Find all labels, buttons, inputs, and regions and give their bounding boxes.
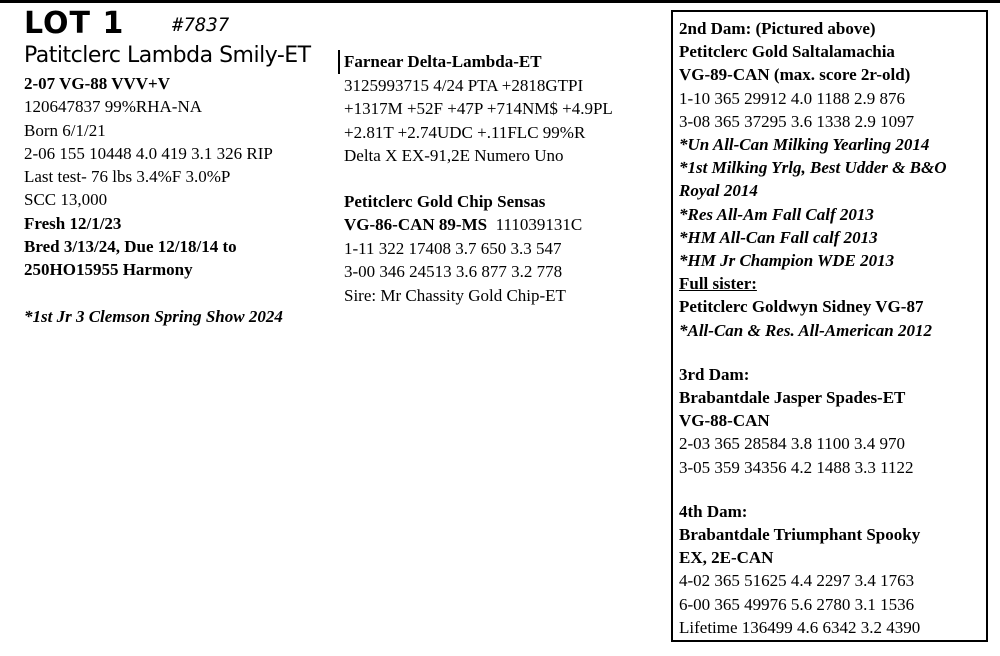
second-dam-award: *1st Milking Yrlg, Best Udder & B&O [679, 158, 947, 178]
spacer [24, 282, 344, 305]
birth-date-line: Born 6/1/21 [24, 120, 106, 140]
service-sire-line: 250HO15955 Harmony [24, 260, 193, 280]
lot-header [24, 6, 344, 40]
full-sister-label: Full sister: [679, 274, 757, 294]
fourth-dam-record: 4-02 365 51625 4.4 2297 3.4 1763 [679, 571, 915, 591]
full-sister-name: Petitclerc Goldwyn Sidney VG-87 [679, 297, 924, 317]
bred-line: Bred 3/13/24, Due 12/18/14 to [24, 237, 237, 257]
third-dam-name: Brabantdale Jasper Spades-ET [679, 388, 906, 408]
spacer [344, 168, 664, 190]
production-record-line: 2-06 155 10448 4.0 419 3.1 326 RIP [24, 143, 273, 163]
lot-title: LOT 1 [24, 6, 125, 41]
fresh-date-line: Fresh 12/1/23 [24, 213, 122, 233]
second-dam-award: *Un All-Can Milking Yearling 2014 [679, 135, 930, 155]
third-dam-record: 3-05 359 34356 4.2 1488 3.3 1122 [679, 457, 914, 477]
second-dam-award: *HM Jr Champion WDE 2013 [679, 251, 895, 271]
top-rule [0, 0, 1000, 3]
fourth-dam-classification: EX, 2E-CAN [679, 548, 774, 568]
second-dam-record: 1-10 365 29912 4.0 1188 2.9 876 [679, 88, 906, 108]
second-dam-award: *Res All-Am Fall Calf 2013 [679, 204, 874, 224]
lot-info-column [24, 6, 344, 328]
second-dam-classification: VG-89-CAN (max. score 2r-old) [679, 65, 911, 85]
sire-proof-line: 3125993715 4/24 PTA +2818GTPI [344, 75, 584, 95]
fourth-dam-header: 4th Dam: [679, 501, 748, 521]
second-dam-award: Royal 2014 [679, 181, 758, 201]
third-dam-record: 2-03 365 28584 3.8 1100 3.4 970 [679, 434, 906, 454]
show-award-line: *1st Jr 3 Clemson Spring Show 2024 [24, 306, 283, 326]
full-sister-award: *All-Can & Res. All-American 2012 [679, 320, 932, 340]
dam-record-line: 1-11 322 17408 3.7 650 3.3 547 [344, 238, 562, 258]
fourth-dam-record: 6-00 365 49976 5.6 2780 3.1 1536 [679, 594, 915, 614]
second-dam-name: Petitclerc Gold Saltalamachia [679, 42, 895, 62]
sire-dam-column [344, 50, 664, 307]
second-dam-header: 2nd Dam: (Pictured above) [679, 19, 876, 38]
third-dam-classification: VG-88-CAN [679, 411, 770, 431]
dam-classification: VG-86-CAN 89-MS [344, 215, 488, 234]
classification-line: 2-07 VG-88 VVV+V [24, 74, 171, 93]
dam-sire-line: Sire: Mr Chassity Gold Chip-ET [344, 285, 566, 305]
dam-name: Petitclerc Gold Chip Sensas [344, 191, 546, 211]
spacer [679, 479, 986, 500]
fourth-dam-lifetime: Lifetime 136499 4.6 6342 3.2 4390 [679, 617, 921, 637]
third-dam-header: 3rd Dam: [679, 364, 750, 384]
second-dam-record: 3-08 365 37295 3.6 1338 2.9 1097 [679, 111, 915, 131]
second-dam-award: *HM All-Can Fall calf 2013 [679, 227, 878, 247]
pedigree-box [671, 10, 988, 642]
sire-name: Farnear Delta-Lambda-ET [338, 50, 664, 74]
scc-line: SCC 13,000 [24, 190, 108, 210]
dam-classification-line [344, 213, 664, 237]
sire-proof-line: +2.81T +2.74UDC +.11FLC 99%R [344, 122, 586, 142]
registration-line: 120647837 99%RHA-NA [24, 97, 203, 117]
dam-reg-number: 111039131C [495, 215, 583, 234]
spacer [679, 342, 986, 363]
lot-number: #7837 [172, 14, 230, 36]
dam-record-line: 3-00 346 24513 3.6 877 3.2 778 [344, 262, 563, 281]
fourth-dam-name: Brabantdale Triumphant Spooky [679, 525, 921, 545]
last-test-line: Last test- 76 lbs 3.4%F 3.0%P [24, 167, 231, 187]
sire-proof-line: +1317M +52F +47P +714NM$ +4.9PL [344, 99, 613, 118]
sire-pedigree-line: Delta X EX-91,2E Numero Uno [344, 146, 564, 165]
cow-name: Patitclerc Lambda Smily-ET [24, 43, 311, 68]
